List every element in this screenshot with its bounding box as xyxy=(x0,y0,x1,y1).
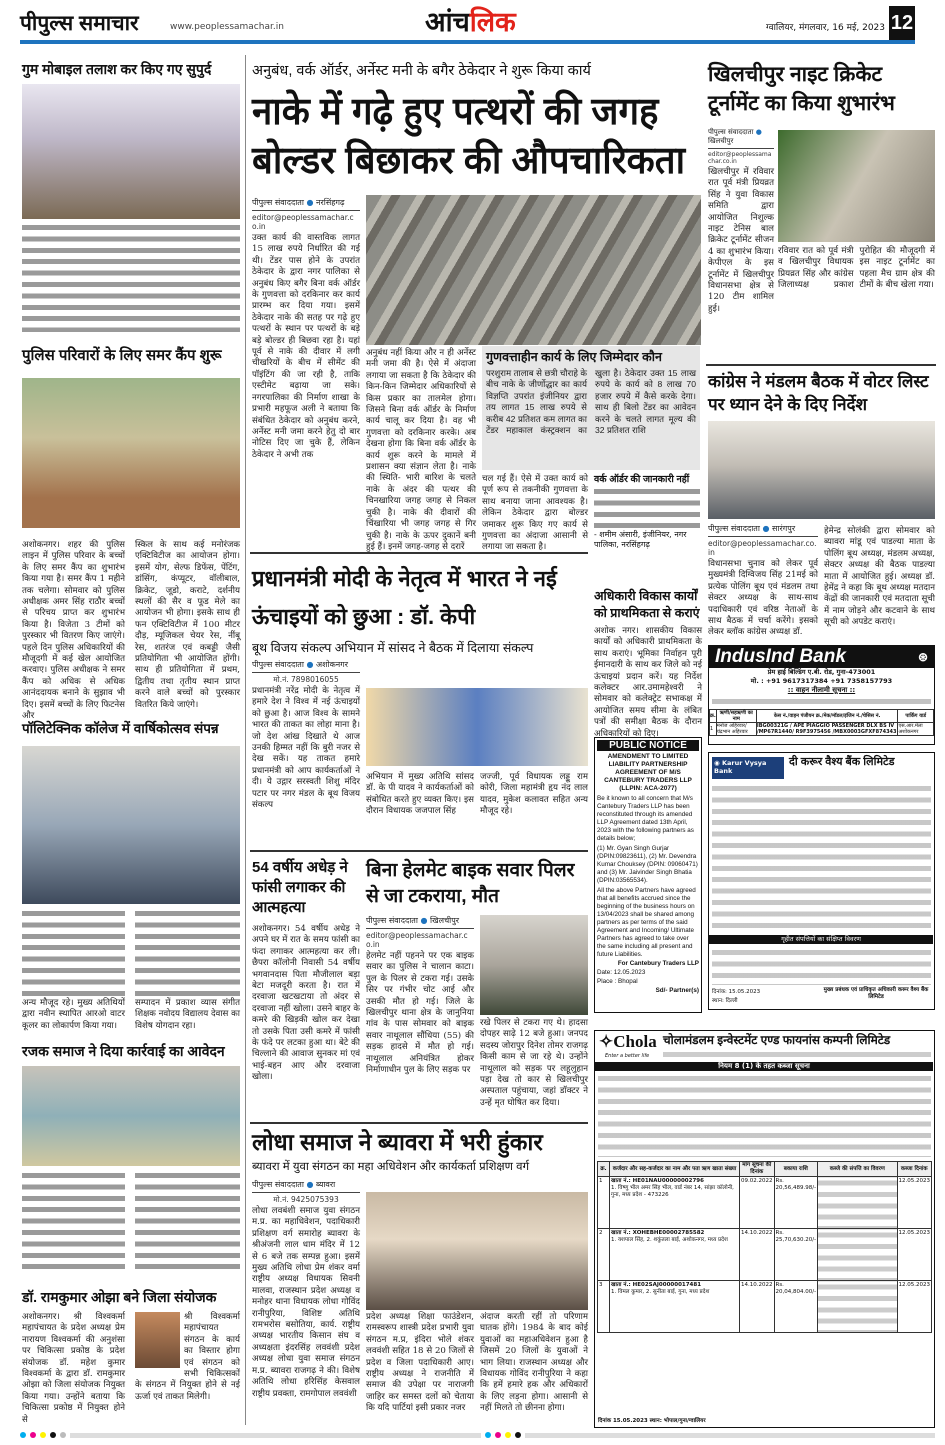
lodha-story-column xyxy=(252,1180,360,1424)
newspaper-logo: पीपुल्स समाचार xyxy=(20,12,139,35)
registration-marks xyxy=(20,1432,935,1438)
lead-quote-by: - शमीम अंसारी, इंजीनियर, नगर पालिका, नरसिंहगढ़ xyxy=(594,530,687,549)
divider xyxy=(250,1122,588,1124)
table-cell xyxy=(740,1177,775,1229)
ojha-col2 xyxy=(135,1312,240,1424)
byline-place: खिलचीपुर xyxy=(708,137,734,145)
mobile-headline: गुम मोबाइल तलाश कर किए गए सुपुर्द xyxy=(22,61,212,77)
chola-date: 14.10.2022 xyxy=(741,1230,773,1236)
indusind-brand: IndusInd Bank xyxy=(715,646,846,667)
congress-headline: कांग्रेस ने मंडलम बैठक में वोटर लिस्ट पर ध्यान देने के दिए निर्देश xyxy=(708,372,929,414)
table-header: केस नं./वाहन पंजीयन क्र./मेक/मॉडल/इंजिन नं./चेसिस नं. xyxy=(756,710,898,723)
chola-brand: Chola xyxy=(613,1032,657,1051)
table-cell xyxy=(897,1281,932,1333)
lodha-photo xyxy=(366,1192,588,1310)
table-header-row xyxy=(710,710,934,723)
chola-poss: 12.05.2023 xyxy=(898,1282,930,1288)
notice-title: PUBLIC NOTICE xyxy=(597,740,699,751)
congress-photo xyxy=(708,421,935,519)
kvb-icon: ◉ xyxy=(714,759,720,767)
lead-text-col2: अनुबंध नहीं किया और न ही अर्नेस्ट मनी जमा की है। ऐसे में अंदाजा लगाया जा सकता है कि ठेकेदार की किन-किन जिम्मेदार अधिकारियों से किस प्रकार का तालमेल होगा। जिसने बिना वर्क ऑर्डर के निर्माण कार्य चालू कर दिया है। वह भी गुणवत्ता को दरकिनार करके। अब देखना होगा कि बिना वर्क ऑर्डर के कार्य शुरू करने के मामले में प्रशासन क्या संज्ञान लेता है। नाके की स्थिति- भारी बारिश के चलते नाके के अंदर की पत्थर की चिनखारिया जगह जगह से निकल चुकी है। नाके की दीवारों की चिंखारिया भी जगह जगह से गिर चुकी है। नाके के ऊपर दुकानें बनी हुई हैं। इनमें जगह-जगह से दरारें xyxy=(366,348,476,552)
karur-logo xyxy=(712,757,784,779)
table-row xyxy=(598,1229,932,1281)
section-title-b: लिक xyxy=(469,7,516,37)
lead-text-col3: चल गई हैं। ऐसे में उक्त कार्य को पूर्ण रूप से तकनीकी गुणवत्ता के साथ बनाया जाना आवश्यक है। लेकिन ठेकेदार द्वारा बोल्डर जमाकर शुरू किए गए कार्य से गुणवत्ता का अंदाजा आसानी से लगाया जा सकता है। xyxy=(482,474,588,553)
khilchipur-story-column xyxy=(708,128,774,358)
poly-photo xyxy=(22,746,240,904)
divider xyxy=(250,552,588,554)
notice-p3: All the above Partners have agreed that all benefits accrued since the beginning of the business hours on 13/04/2023 shall be shared among partners as per terms of the said Agreement and Incoming/ Ultimate Partners has agreed to take over the same including all present and future Liabilities. xyxy=(597,887,696,958)
chola-no: 2 xyxy=(599,1230,603,1236)
notice-sign: Sd/- Partner(s) xyxy=(655,987,699,994)
chola-footer: दिनांक 15.05.2023 स्थान: भोपाल/गुना/ग्वालियर xyxy=(598,1418,706,1424)
lodha-text-col3: अंदाज करती रहीं तो परिणाम घातक होंगे। 1984 के बाद कोई युवाओं का महाअधिवेशन हुआ है जिसमें 20 जिलों के युवाओं ने भाग लिया। राजस्थान अध्यक्ष और विधायक गोविंद रानीपुरिया ने कहा कि हमें हमारे हक और अधिकारों के लिए लड़ना होगा। आसानी से नहीं मिलते तो छीनना होगा। xyxy=(480,1312,588,1414)
table-header-row xyxy=(598,1162,932,1177)
table-row xyxy=(710,723,934,736)
karur-date: दिनांक: 15.05.2023 xyxy=(712,989,761,995)
helmet-photo xyxy=(480,915,588,1015)
notice-p1: Be it known to all concern that M/s Cantebury Traders LLP has been reconstituted through its amended LLP Agreement dated 13th April, 2023 with the following partners as details below; xyxy=(597,795,694,842)
lead-text-col1: उक्त कार्य की वास्तविक लागत 15 लाख रुपये निर्धारित की गई थी। टेंडर पास होने के उपरांत ठेकेदार के द्वारा नगर पालिका से अनुबंध किए बगैर बिना वर्क ऑर्डर के गुणवत्ता को दरकिनार कर कार्य प्रारम्भ कर दिया गया। इसमें ठेकेदार नाके की सतह पर गढ़े हुए पत्थरों के स्थान पर पत्थरों के बड़े बड़े बोल्डर ही बिछवा रहा है। यहां पूर्व से नाके की दीवार में लगी चीखरियों के बीच में सीमेंट की पॉइंटिंग की जा रही है, ताकि एस्टीमेट बढ़ाया जा सके। नगरपालिका की निर्माण शाखा के प्रभारी महफूज अली ने बताया कि संबंधित ठेकेदार को अनुबंध करने, अर्नेस्ट मनी जमा करने हेतु दो बार नोटिस दिए जा चुके हैं, लेकिन ठेकेदार ने अभी तक xyxy=(252,233,360,460)
rajak-text-col2 xyxy=(135,1170,240,1274)
khilchipur-caption: रविवार रात को पूर्व मंत्री व खिलचीपुर विधायक प्रियव्रत सिंह और कांग्रेस जिलाध्यक्ष प्रकाश पुरोहित की मौजूदगी में इस नाइट टूर्नामेंट का पहला मैच ग्राम क्षेत्र की टीमों के बीच खेला गया। xyxy=(778,246,935,291)
lead-box-text: परशुराम तालाब से छत्री चौराहे के बीच नाके के जीर्णोद्धार का कार्य विज्ञप्ति उपरांत इंजीनियर द्वारा तय लागत 15 लाख रुपये से करीब 42 प्रतिशत कम लागत का टेंडर महाकाल कंस्ट्रक्शन का खुला है। ठेकेदार उक्त 15 लाख रुपये के कार्य को 8 लाख 70 हजार रुपये में कैसे करके देगा। साथ ही बिलो टेंडर का आवेदन करने के चलते लागत मूल्य की 32 प्रतिशत राशि xyxy=(486,368,696,436)
table-header: कब्जा दिनांक xyxy=(897,1162,932,1177)
chola-table xyxy=(597,1161,932,1333)
lead-col4-text xyxy=(594,486,700,530)
lead-email: editor@peoplessamachar.co.in xyxy=(252,213,354,231)
indusind-table xyxy=(709,709,934,736)
table-header: ऋणी/सहऋणी का नाम xyxy=(716,710,756,723)
chola-poss: 12.05.2023 xyxy=(898,1230,930,1236)
helmet-headline: बिना हेलमेट बाइक सवार पिलर से जा टकराया, मौत xyxy=(366,860,575,907)
karur-title: दी करूर वैश्य बैंक लिमिटेड xyxy=(789,756,895,768)
divider xyxy=(250,850,588,852)
lead-col4 xyxy=(594,474,700,550)
lead-byline: पीपुल्स संवाददाता ● नरसिंहगढ़ xyxy=(252,198,360,211)
lodha-headline: लोधा समाज ने ब्यावरा में भरी हुंकार xyxy=(252,1129,543,1155)
table-cell xyxy=(610,1177,740,1229)
byline-name: पीपुल्स संवाददाता xyxy=(252,1180,304,1189)
indusind-body xyxy=(712,696,931,708)
modi-text-col2: अभियान में मुख्य अतिथि सांसद डॉ. के पी यादव ने कार्यकर्ताओं को संबोधित करते हुए व्यक्त किए। इस दौरान विधायक जजपाल सिंह xyxy=(366,772,474,817)
table-cell xyxy=(740,1229,775,1281)
indusind-logo xyxy=(709,646,934,668)
khilchipur-email: editor@peoplessamachar.co.in xyxy=(708,151,772,165)
chola-poss: 12.05.2023 xyxy=(898,1178,930,1184)
bank-emblem-icon: ⊛ xyxy=(917,650,928,664)
public-notice xyxy=(594,737,702,1013)
modi-story-column xyxy=(252,660,360,842)
chola-amt: Rs. 25,70,630.20/- xyxy=(775,1230,817,1243)
khilchipur-headline: खिलचीपुर नाइट क्रिकेट टूर्नामेंट का किया शुभारंभ xyxy=(708,63,895,115)
table-cell xyxy=(897,1229,932,1281)
modi-phone: मो.नं. 7898016055 xyxy=(273,675,339,684)
table-cell xyxy=(897,1177,932,1229)
indusind-title: :: वाहन नीलामी सूचना :: xyxy=(787,686,856,694)
poly-text-col1 xyxy=(22,908,125,996)
lodha-text-col2: प्रदेश अध्यक्ष शिक्षा फाउंडेशन, रामस्वरूप शास्त्री प्रदेश प्रभारी युवा संगठन म.प्र, इंदिरा भोले शंकर लववंशी सहित 18 से 20 जिलों से प्रदेश व जिला पदाधिकारी आए। राष्ट्रीय अध्यक्ष ने राजनीति में समाज की उपेक्षा पर नाराजगी जाहिर कर समस्त दलों को चेताया कि यदि पार्टियां इसी प्रकार नजर xyxy=(366,1312,474,1414)
table-cell xyxy=(774,1281,818,1333)
table-cell xyxy=(610,1229,740,1281)
byline-name: पीपुल्स संवाददाता xyxy=(708,524,760,533)
byline-name: पीपुल्स संवाददाता xyxy=(252,198,304,207)
helmet-text-col1: हेलमेट नहीं पहनने पर एक बाइक सवार का पुलिस ने चालान काटा। पुल के पिलर से टकरा गई। उसके सिर पर गंभीर चोट आई और उसकी मौत हो गई। जिले के खिलचीपुर थाना क्षेत्र के जानुनिया गांव के पास सोमवार को बाइक सवार नाथूलाल सौंधिया (55) की सड़क हादसे में मौत हो गई। नाथूलाल अनियंत्रित होकर निर्माणाधीन पुल के लिए सड़क पर xyxy=(366,951,474,1076)
chola-name: 1. विष्णु भील अमर सिंह भील, वार्ड नंबर 14, सांझा कॉलोनी, गुना, मध्य प्रदेश - 473226 xyxy=(611,1185,734,1198)
camp-headline: पुलिस परिवारों के लिए समर कैंप शुरू xyxy=(22,347,222,364)
table-header: पार्किंग यार्ड xyxy=(898,710,934,723)
byline-place: सारंगपुर xyxy=(772,524,796,533)
rajak-headline: रजक समाज ने दिया कार्रवाई का आवेदन xyxy=(22,1043,225,1059)
chola-no: 1 xyxy=(599,1178,603,1184)
chola-title: चोलामंडलम इन्वेस्टमेंट एण्ड फायनांस कम्पनी लिमिटेड xyxy=(663,1033,891,1047)
lead-sidebox xyxy=(482,346,700,470)
table-cell: एस.आर.मेला अशोकनगर xyxy=(898,723,934,736)
rajak-photo xyxy=(22,1066,240,1166)
modi-byline: पीपुल्स संवाददाता ● अशोकनगर xyxy=(252,660,360,673)
chola-date: 14.10.2022 xyxy=(741,1282,773,1288)
chola-amt: Rs. 20,56,489.98/- xyxy=(775,1178,817,1191)
rajak-text-col1 xyxy=(22,1170,125,1274)
congress-story-column xyxy=(708,524,818,638)
masthead xyxy=(20,6,935,40)
karur-body xyxy=(712,783,931,933)
lodha-phone: मो.नं. 9425075393 xyxy=(273,1195,339,1204)
website: www.peoplessamachar.in xyxy=(170,22,284,32)
lead-photo xyxy=(366,195,701,345)
table-header: क्र. xyxy=(710,710,717,723)
table-cell: 1 xyxy=(710,723,717,736)
table-row xyxy=(598,1177,932,1229)
header-rule xyxy=(20,40,915,44)
chola-name: 1. यशपाल सिंह, 2. शकुंतला बाई, अशोकनगर, मध्य प्रदेश xyxy=(611,1237,728,1243)
modi-text-col3: जज्जी, पूर्व विधायक लड्डू राम कोरी, जिला महामंत्री हृय नंद लाल यादव, मुकेश कलावत सहित अन्य मौजूद रहे। xyxy=(480,772,588,817)
helmet-story-column xyxy=(366,916,474,1118)
modi-text-col1: प्रधानमंत्री नरेंद्र मोदी के नेतृत्व में हमारे देश ने विश्व में नई ऊंचाइयों को छुआ है। आज विश्व के सामने भारत की ताकत का लोहा माना है। जो देश आंख दिखाते थे आज उनकी हिम्मत नहीं कि बुरी नजर से देख सकें। यह ताकत हमारे प्रधानमंत्री को आप कार्यकर्ताओं ने दी। ये उद्गार सरस्वती शिशु मंदिर पटार पर नगर मंडल के बूथ विजय संकल्प xyxy=(252,686,360,811)
chola-emblem-icon: ✧ xyxy=(599,1032,614,1051)
mobile-text xyxy=(22,222,240,332)
poly-headline: पॉलिटेक्निक कॉलेज में वार्षिकोत्सव संपन्न xyxy=(22,721,219,736)
camp-text-col2: स्किल के साथ कई मनोरंजक एक्टिविटीज का आयोजन होगा। इसमें योग, सेल्फ डिफेंस, पेंटिंग, डांसिंग, कंप्यूटर, वॉलीबाल, क्रिकेट, जूडो, कराटे, दर्शनीय स्थलों की सैर व फूड मेले का आयोजन भी होगा। इसके साथ ही फन एक्टिविटीज में 100 मीटर दौड़, म्यूजिकल चेयर रेस, नींबू रेस, शतरंज एवं कबड्डी जैसी प्रतियोगिता भी आयोजित होंगी। साथ ही प्रतियोगिता में प्रथम, द्वितीय तथा तृतीय स्थान प्राप्त करने वाले बच्चों को पुरस्कार वितरित किये जाएंगे। xyxy=(135,540,240,710)
poly-text-end1: अन्य मौजूद रहे। मुख्य अतिथियों द्वारा नवीन स्थापित आरओ वाटर कूलर का लोकार्पण किया गया। xyxy=(22,998,125,1031)
congress-text-col1: विधानसभा चुनाव को लेकर पूर्व मुख्यमंत्री दिग्विजय सिंह 21मई को प्रत्येक पोलिंग बूथ एवं मंडलम तथा सेक्टर अध्यक्ष के साथ-साथ पदाधिकारी एवं वरिष्ठ नेताओं के साथ बैठक में चर्चा करेंगे। इसको लेकर ब्लॉक कांग्रेस अध्यक्ष डॉ. xyxy=(708,559,818,638)
karur-body2 xyxy=(712,947,931,985)
lead-kicker: अनुबंध, वर्क ऑर्डर, अर्नेस्ट मनी के बगैर ठेकेदार ने शुरू किया कार्य xyxy=(252,63,591,79)
indusind-address: प्रेम हाई बिल्डिंग ए.बी. रोड, गुना-473001 xyxy=(767,668,876,676)
table-cell xyxy=(818,1281,897,1333)
modi-subhead: बूथ विजय संकल्प अभियान में सांसद ने बैठक में दिलाया संकल्प xyxy=(252,641,534,655)
ojha-text-col1: अशोकनगर। श्री विश्वकर्मा महापंचायत के प्रदेश अध्यक्ष प्रेम नारायण विश्वकर्मा की अनुशंसा पर चिकित्सा प्रकोष्ठ के प्रदेश संयोजक डॉ. महेश कुमार विश्वकर्मा के द्वारा डॉ. रामकुमार ओझा को जिला संयोजक नियुक्त किया गया। उन्होंने बताया कि चिकित्सा प्रकोष्ठ में नियुक्त होने से xyxy=(22,1312,125,1425)
suicide-headline: 54 वर्षीय अधेड़ ने फांसी लगाकर की आत्महत्या xyxy=(252,859,348,916)
table-header: कब्जे की संपत्ति का विवरण xyxy=(818,1162,897,1177)
chola-acct: खाता नं.: HE01NAU00000002796 xyxy=(611,1178,704,1184)
notice-date: Date: 12.05.2023 xyxy=(597,969,646,976)
table-header: बकाया राशि xyxy=(774,1162,818,1177)
dateline: ग्वालियर, मंगलवार, 16 मई, 2023 xyxy=(766,23,885,33)
karur-brand: Karur Vysya Bank xyxy=(714,759,767,775)
ojha-headline: डॉ. रामकुमार ओझा बने जिला संयोजक xyxy=(22,1289,217,1305)
table-cell xyxy=(818,1177,897,1229)
congress-byline: पीपुल्स संवाददाता ● सारंगपुर xyxy=(708,524,818,537)
officers-headline: अधिकारी विकास कार्यों को प्राथमिकता से कराएं xyxy=(594,589,700,620)
poly-text-col2 xyxy=(135,908,240,996)
helmet-byline: पीपुल्स संवाददाता ● खिलचीपुर xyxy=(366,916,474,929)
camp-text-col1: अशोकनगर। शहर की पुलिस लाइन में पुलिस परिवार के बच्चों के लिए समर कैंप का शुभारंभ किया गया है। समर कैंप 1 महीने तक चलेगा। सोमवार को पुलिस अधीक्षक अमर सिंह राठौर बच्चों से परिचय प्राप्त कर शुभारंभ किया है। विजेता 3 टीमों को पुरस्कार भी वितरण किए जाएंगे। पहले दिन पुलिस अधिकारियों की मौजूदगी में कई खेल आयोजित करवाए। पुलिस अधीक्षक ने समर कैंप को अधिक से अधिक आनंददायक बनाने के सुझाव भी दिए। इसमें बच्चों के लिए फिटनेस और xyxy=(22,540,125,722)
ojha-text-col2: श्री विश्वकर्मा महापंचायत संगठन के कार्य का विस्तार होगा एवं संगठन को सभी चिकित्सकों के संगठन में नियुक्त होने से नई ऊर्जा एवं ताकत मिलेगी। xyxy=(135,1312,240,1402)
table-cell xyxy=(610,1281,740,1333)
congress-email: editor@peoplessamachar.co.in xyxy=(708,539,817,557)
chola-notice: नियम 8 (1) के तहत कब्जा सूचना xyxy=(595,1062,933,1071)
chola-logo xyxy=(599,1032,657,1052)
table-cell: IBG00321G / APE PIAGGIO PASSENGER DLX BS IV /MP67R1440/ R9F3975456 /MBX0003GFXF874343 xyxy=(756,723,897,735)
lead-headline: नाके में गढ़े हुए पत्थरों की जगह बोल्डर बिछाकर की औपचारिकता xyxy=(252,91,686,182)
lead-sub2: वर्क ऑर्डर की जानकारी नहीं xyxy=(594,474,690,485)
suicide-text: अशोकनगर। 54 वर्षीय अधेड़ ने अपने घर में रात के समय फांसी का फंदा लगाकर आत्महत्या कर ली। छैपरा कॉलोनी निवासी 54 वर्षीय भगवानदास पिता मौजीलाल बड़ा बेटा मजदूरी करता है। रात में दरवाजा खटखटाया तो अंदर से दरवाजा नहीं खोला। उसने बाहर के कमरे की खिड़की खोल कर देखा तो उसके पिता उसी कमरे में फांसी के फंदे पर लटका हुआ था। बेटे की चिल्लाने की आवाज सुनकर मां एवं भाई-बहन आए और दरवाजा खोला। xyxy=(252,924,360,1083)
table-cell xyxy=(740,1281,775,1333)
officers-text: अशोक नगर। शासकीय विकास कार्यों को अधिकारी प्राथमिकता के साथ कराएं। भूमिका निर्वाहन पूरी ईमानदारी के साथ कर जिले को नई ऊंचाइयां प्रदान करें। यह निर्देश कलेक्टर आर.उमामहेश्वरी ने सोमवार को कलेक्ट्रेट सभाकक्ष में आयोजित समय सीमा के लंबित पत्रों की समीक्षा बैठक के दौरान अधिकारियों को दिए। xyxy=(594,626,702,739)
indusind-phone: मो. : +91 9617317384 +91 7358157793 xyxy=(750,677,893,685)
table-cell xyxy=(774,1177,818,1229)
byline-name: पीपुल्स संवाददाता xyxy=(252,660,304,669)
lodha-byline: पीपुल्स संवाददाता ● ब्यावरा xyxy=(252,1180,360,1193)
table-cell xyxy=(818,1229,897,1281)
khilchipur-photo xyxy=(778,130,935,242)
table-cell: मनोज अहिरवार/ चंद्रभान अहिरवार xyxy=(716,723,756,736)
lodha-text-col1: लोधा लवबंशी समाज युवा संगठन म.प्र. का महाधिवेशन, पदाधिकारी प्रशिक्षण वर्ग समारोह ब्यावरा के श्रीअंजनी लाल धाम मंदिर में 12 से 6 बजे तक सम्पन्न हुआ। इसमें मुख्य अतिथि लोधा प्रेम शंकर वर्मा राष्ट्रीय अध्यक्ष विधायक सिवनी मालवा, राजस्थान प्रदेश अध्यक्ष व मनोहर थाना विधायक लोधा गोविंद रानीपुरिया, विशिष्ट अतिथि रामभरोस बसोतिया, कार्य. राष्ट्रीय अध्यक्ष भारतीय किसान संघ व अध्यक्षता इंदरसिंह लववंशी प्रदेश अध्यक्ष लोधा युवा समाज संगठन म.प्र. ब्यावरा राजगढ़ ने की। विशेष अतिथि लोधा हरिसिंह केसवाल राष्ट्रीय प्रवक्ता, रामगोपाल लववंशी xyxy=(252,1206,360,1399)
karur-sign: मुख्य प्रबंधक एवं प्राधिकृत अधिकारी करूर वैश्य बैंक लिमिटेड xyxy=(823,987,929,1000)
chola-date: 09.02.2022 xyxy=(741,1178,773,1184)
helmet-text-col2: रखे पिलर से टकरा गए थे। हादसा दोपहर साढ़े 12 बजे हुआ। जनपद सदस्य जोरापुर दिनेश तोमर राजगढ़ किसी काम से जा रहे थे। उन्होंने नाथूलाल को सड़क पर लहूलुहान पड़ा देख तो कार से खिलचीपुर अस्पताल पहुंचाया, जहां डॉक्टर ने उन्हें मृत घोषित कर दिया। xyxy=(480,1018,588,1108)
lodha-subhead: ब्यावरा में युवा संगठन का महा अधिवेशन और कार्यकर्ता प्रशिक्षण वर्ग xyxy=(252,1161,530,1173)
chola-ad xyxy=(594,1030,935,1428)
mobile-photo xyxy=(22,84,240,219)
table-cell xyxy=(774,1229,818,1281)
byline-name: पीपुल्स संवाददाता xyxy=(366,916,418,925)
helmet-email: editor@peoplessamachar.co.in xyxy=(366,931,468,949)
byline-place: नरसिंहगढ़ xyxy=(316,198,345,207)
chola-no: 3 xyxy=(599,1282,603,1288)
lead-story-column xyxy=(252,198,360,538)
table-row xyxy=(598,1281,932,1333)
page-number: 12 xyxy=(889,6,915,40)
lead-box-title: गुणवत्ताहीन कार्य के लिए जिम्मेदार कौन xyxy=(486,350,662,364)
chola-body xyxy=(598,1073,931,1157)
byline-place: खिलचीपुर xyxy=(430,916,460,925)
khilchipur-text: खिलचीपुर में रविवार रात पूर्व मंत्री प्रियव्रत सिंह ने युवा विकास समिति द्वारा आयोजित निशुल्क नाइट टेनिस बाल क्रिकेट टूर्नामेंट सीजन 4 का शुभारंभ किया। केपीएल के इस टूर्नामेंट में खिलचीपुर विधानसभा क्षेत्र से 120 टीम शामिल हुई। xyxy=(708,167,774,314)
chola-name: 1. विमल कुमार, 2. सुनीता बाई, गुना, मध्य प्रदेश xyxy=(611,1289,710,1295)
karur-place: स्थान: दिल्ली xyxy=(712,998,738,1004)
table-cell xyxy=(598,1229,610,1281)
section-title-a: आंच xyxy=(425,7,470,37)
table-cell xyxy=(598,1281,610,1333)
table-cell xyxy=(598,1177,610,1229)
byline-place: ब्यावरा xyxy=(316,1180,336,1189)
divider xyxy=(706,364,936,366)
camp-photo xyxy=(22,378,240,528)
chola-acct: खाता नं.: HE02SAJ00000017481 xyxy=(611,1282,702,1288)
notice-subtitle: AMENDMENT TO LIMITED LIABILITY PARTNERSHIP AGREEMENT OF M/S CANTEBURY TRADERS LLP (LLPIN: ACA-2077) xyxy=(604,753,692,792)
column-divider xyxy=(245,55,246,1425)
chola-tagline: Enter a better life xyxy=(605,1053,650,1059)
congress-text-col2: हेमेन्द्र सोलंकी द्वारा सोमवार को ब्यावरा मांडू एवं पाडल्या माता के पोलिंग बूथ अध्यक्ष, मंडलम अध्यक्ष, सेक्टर अध्यक्ष की बैठक पाडल्या माता में आयोजित हुई। अध्यक्ष डॉ. हेमेंद्र ने कहा कि बूथ अध्यक्ष मतदान केंद्रों की जानकारी एवं मतदाता सूची में नाम जोड़ने और कटवाने के साथ सूची को अपडेट कराएं। xyxy=(824,526,935,628)
notice-for: For Cantebury Traders LLP xyxy=(617,960,699,967)
section-title xyxy=(425,8,516,38)
karur-section: गृहीत संपत्तियों का संक्षिप्त विवरण xyxy=(709,935,933,944)
chola-amt: Rs. 20,04,804.00/- xyxy=(775,1282,817,1295)
karur-ad xyxy=(708,752,935,1010)
indusind-ad xyxy=(708,645,935,745)
poly-text-end2: सम्पादन में प्रकाश व्यास संगीत शिक्षक नवोदय विद्यालय देवास का विशेष योगदान रहा। xyxy=(135,998,240,1031)
ojha-portrait xyxy=(135,1312,180,1368)
table-header: मांग सूचना की दिनांक xyxy=(740,1162,775,1177)
notice-p2: (1) Mr. Gyan Singh Gurjar (DPIN:09823611), (2) Mr. Devendra Kumar Chouksey (DPIN: 09060471) and (3) Mr. Jaivinder Singh Bhatia (DPIN:03565534). xyxy=(597,845,698,884)
byline-place: अशोकनगर xyxy=(316,660,349,669)
modi-headline: प्रधानमंत्री मोदी के नेतृत्व में भारत ने नई ऊंचाइयों को छुआ : डॉ. केपी xyxy=(252,566,557,629)
chola-address xyxy=(663,1049,931,1060)
khilchipur-byline: पीपुल्स संवाददाता ● खिलचीपुर xyxy=(708,128,774,149)
byline-name: पीपुल्स संवाददाता xyxy=(708,128,754,136)
notice-place: Place : Bhopal xyxy=(597,978,638,985)
table-header: क्र. xyxy=(598,1162,610,1177)
chola-acct: खाता नं.: XOHEBHE00002785582 xyxy=(611,1230,705,1236)
modi-photo xyxy=(366,688,588,766)
table-header: कर्जदार और सह-कर्जदार का नाम और पता ऋण खाता संख्या xyxy=(610,1162,740,1177)
